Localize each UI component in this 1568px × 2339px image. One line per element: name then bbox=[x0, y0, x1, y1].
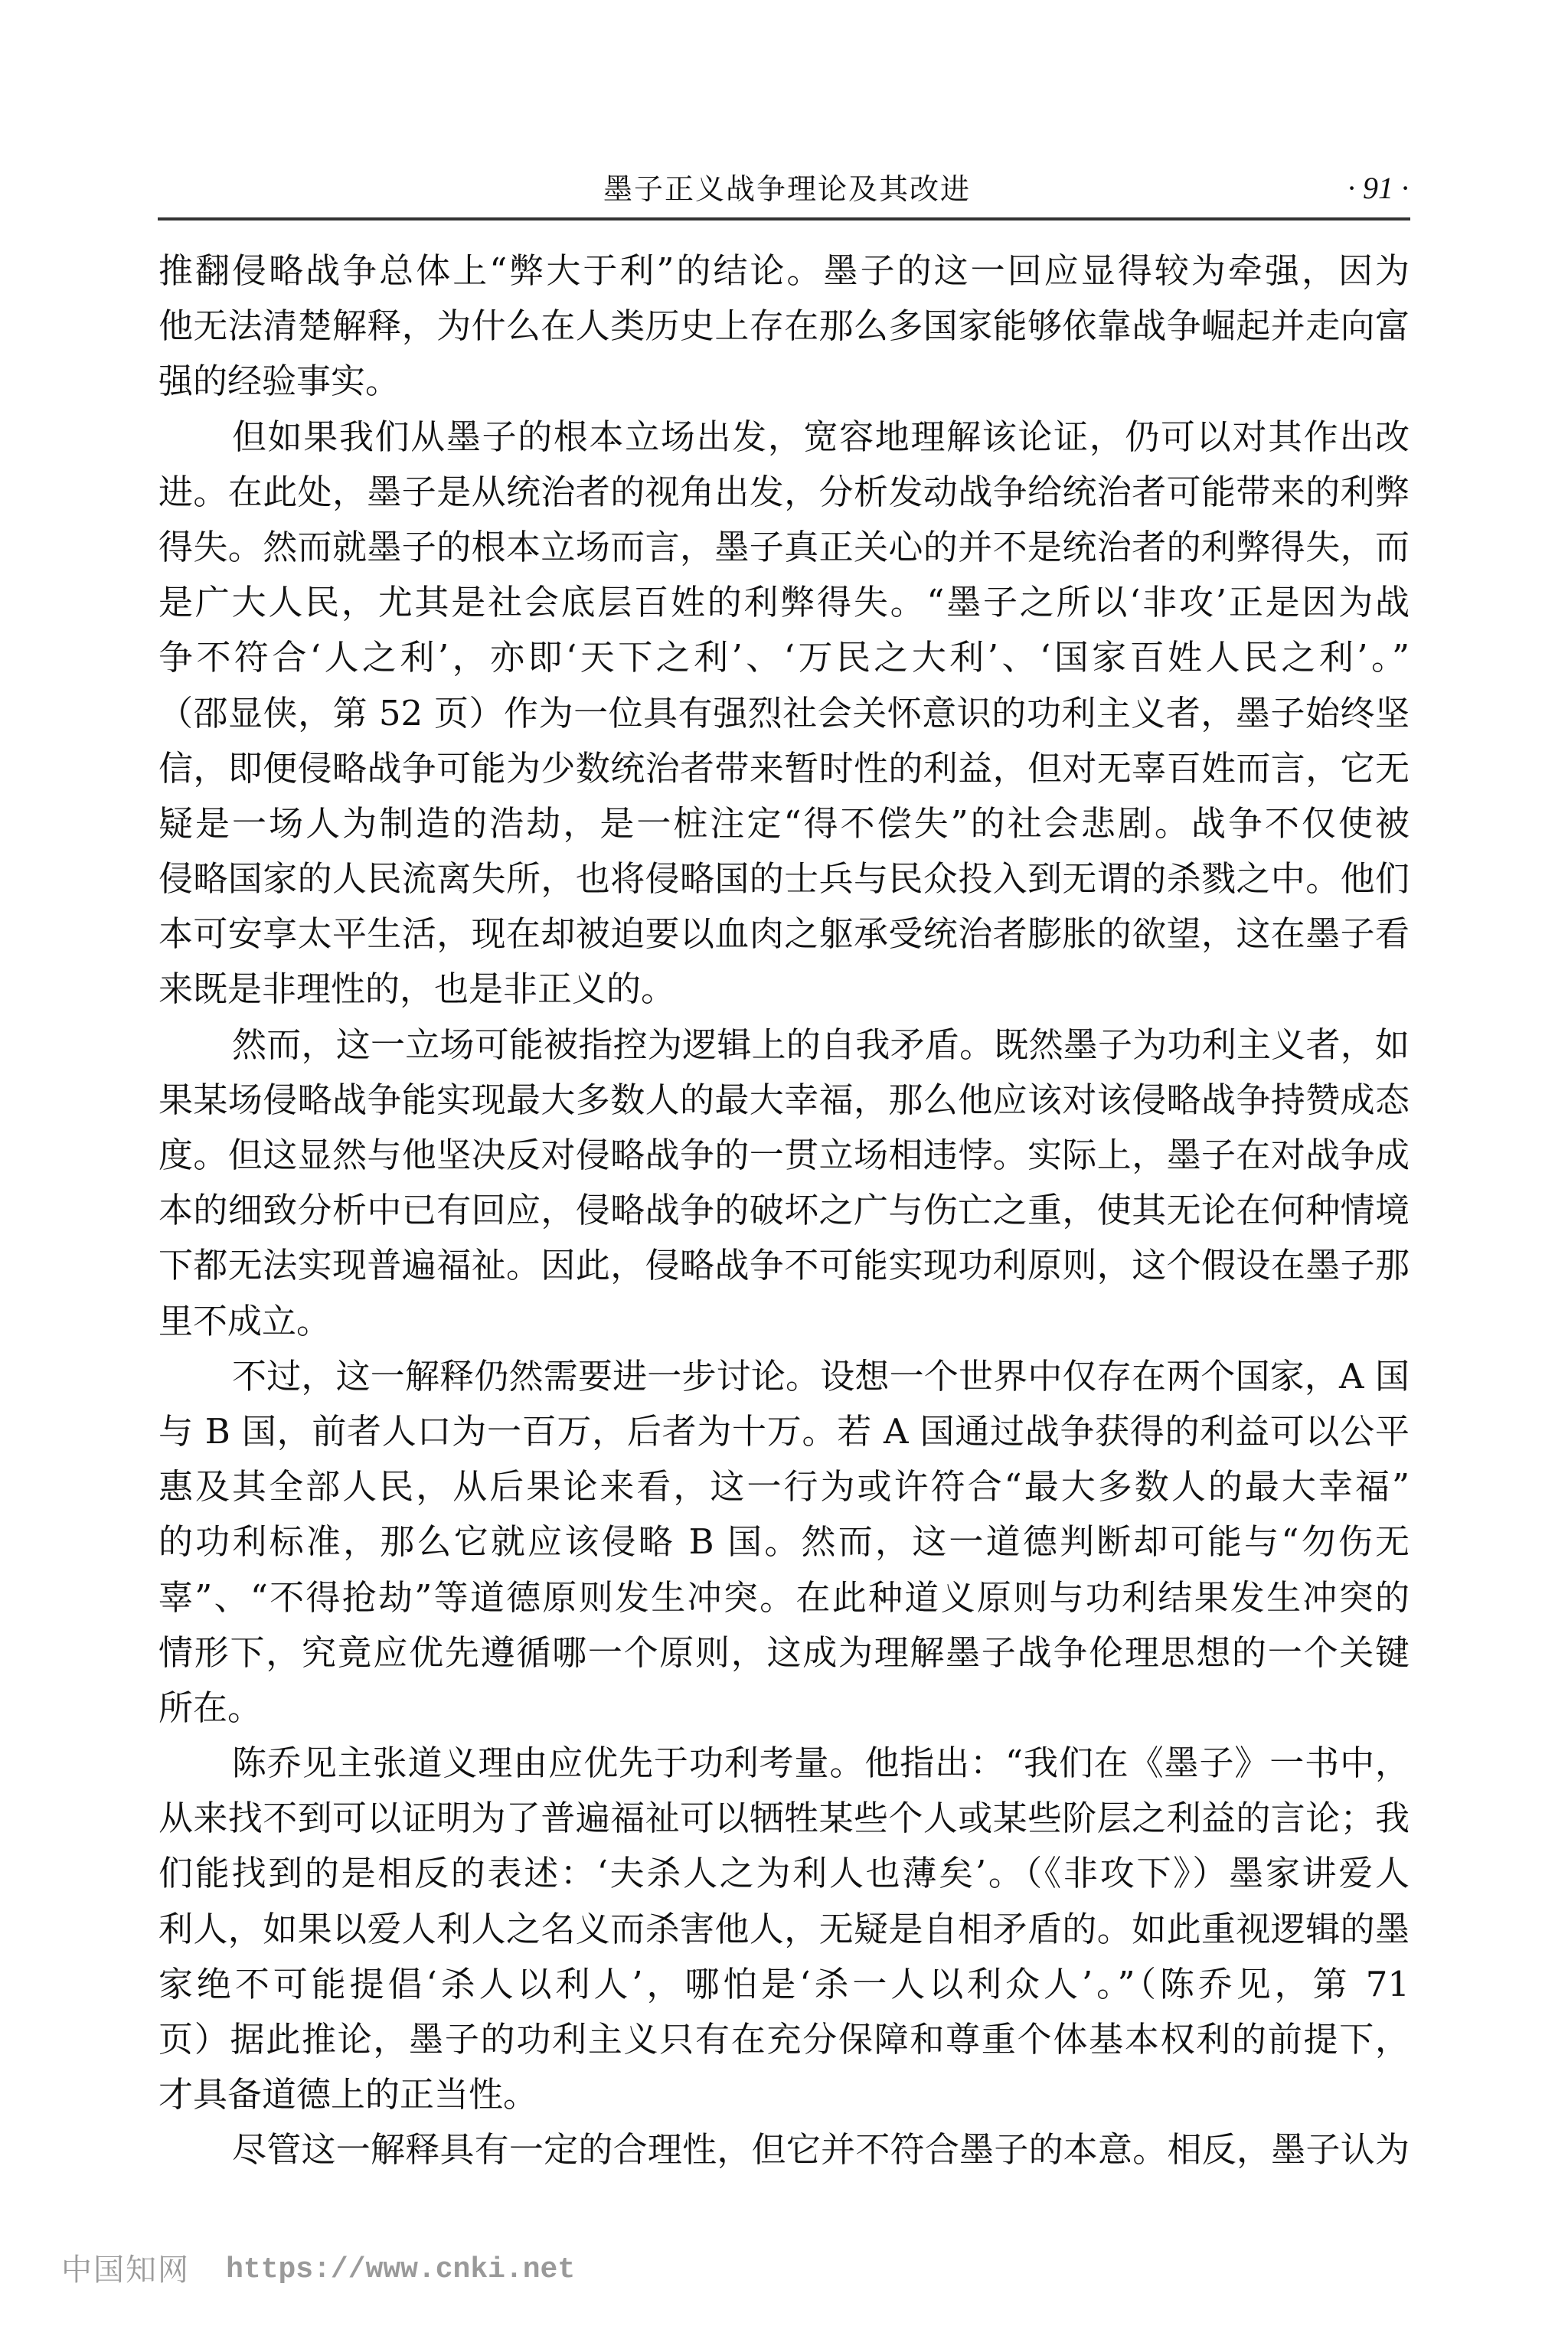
text-line: 信，即便侵略战争可能为少数统治者带来暂时性的利益，但对无辜百姓而言，它无 bbox=[158, 747, 1410, 789]
header-rule bbox=[158, 217, 1410, 221]
text-line: 陈乔见主张道义理由应优先于功利考量。他指出：“我们在《墨子》一书中， bbox=[232, 1743, 1410, 1784]
text-line: 度。但这显然与他坚决反对侵略战争的一贯立场相违悖。实际上，墨子在对战争成 bbox=[158, 1135, 1410, 1175]
text-line: 本可安享太平生活，现在却被迫要以血肉之躯承受统治者膨胀的欲望，这在墨子看 bbox=[158, 913, 1410, 955]
text-line: 尽管这一解释具有一定的合理性，但它并不符合墨子的本意。相反，墨子认为 bbox=[232, 2129, 1410, 2171]
text-line: 疑是一场人为制造的浩劫，是一桩注定“得不偿失”的社会悲剧。战争不仅使被 bbox=[158, 802, 1410, 844]
text-line: 的功利标准，那么它就应该侵略 B 国。然而，这一道德判断却可能与“勿伤无 bbox=[158, 1521, 1410, 1563]
text-line: 不过，这一解释仍然需要进一步讨论。设想一个世界中仅存在两个国家，A 国 bbox=[232, 1355, 1410, 1397]
text-line: 是广大人民，尤其是社会底层百姓的利弊得失。“墨子之所以‘非攻’正是因为战 bbox=[158, 582, 1410, 623]
text-line: 侵略国家的人民流离失所，也将侵略国的士兵与民众投入到无谓的杀戮之中。他们 bbox=[158, 858, 1410, 900]
text-line: 页）据此推论，墨子的功利主义只有在充分保障和尊重个体基本权利的前提下， bbox=[158, 2019, 1410, 2060]
text-line: 得失。然而就墨子的根本立场而言，墨子真正关心的并不是统治者的利弊得失，而 bbox=[158, 526, 1410, 567]
text-line: 但如果我们从墨子的根本立场出发，宽容地理解该论证，仍可以对其作出改 bbox=[232, 416, 1410, 457]
text-line: 本的细致分析中已有回应，侵略战争的破坏之广与伤亡之重，使其无论在何种情境 bbox=[158, 1190, 1410, 1231]
text-line: 里不成立。 bbox=[158, 1300, 332, 1341]
text-line: 们能找到的是相反的表述：‘夫杀人之为利人也薄矣’。（《非攻下》）墨家讲爱人 bbox=[158, 1853, 1410, 1894]
text-line: 争不符合‘人之利’，亦即‘天下之利’、‘万民之大利’、‘国家百姓人民之利’。” bbox=[158, 637, 1410, 678]
text-line: 果某场侵略战争能实现最大多数人的最大幸福，那么他应该对该侵略战争持赞成态 bbox=[158, 1079, 1410, 1120]
text-line: 强的经验事实。 bbox=[158, 361, 400, 402]
text-line: （邵显侠，第 52 页）作为一位具有强烈社会关怀意识的功利主义者，墨子始终坚 bbox=[158, 692, 1410, 733]
text-line: 推翻侵略战争总体上“弊大于利”的结论。墨子的这一回应显得较为牵强，因为 bbox=[158, 250, 1410, 291]
text-line: 与 B 国，前者人口为一百万，后者为十万。若 A 国通过战争获得的利益可以公平 bbox=[158, 1410, 1410, 1452]
text-line: 来既是非理性的，也是非正义的。 bbox=[158, 969, 676, 1010]
watermark-url: https://www.cnki.net bbox=[226, 2253, 576, 2286]
text-line: 情形下，究竟应优先遵循哪一个原则，这成为理解墨子战争伦理思想的一个关键 bbox=[158, 1632, 1410, 1673]
running-title: 墨子正义战争理论及其改进 bbox=[603, 172, 972, 206]
watermark bbox=[61, 2249, 643, 2291]
text-line: 惠及其全部人民，从后果论来看，这一行为或许符合“最大多数人的最大幸福” bbox=[158, 1466, 1410, 1508]
text-line: 从来找不到可以证明为了普遍福祉可以牺牲某些个人或某些阶层之利益的言论；我 bbox=[158, 1798, 1410, 1839]
body-text bbox=[158, 248, 1410, 2183]
text-line: 辜”、“不得抢劫”等道德原则发生冲突。在此种道义原则与功利结果发生冲突的 bbox=[158, 1576, 1410, 1618]
page-number: · 91 · bbox=[1348, 171, 1409, 205]
text-line: 家绝不可能提倡‘杀人以利人’，哪怕是‘杀一人以利众人’。”（陈乔见，第 71 bbox=[158, 1963, 1410, 2004]
text-line: 然而，这一立场可能被指控为逻辑上的自我矛盾。既然墨子为功利主义者，如 bbox=[232, 1024, 1410, 1065]
text-line: 所在。 bbox=[158, 1687, 263, 1728]
text-line: 下都无法实现普遍福祉。因此，侵略战争不可能实现功利原则，这个假设在墨子那 bbox=[158, 1245, 1410, 1286]
text-line: 利人，如果以爱人利人之名义而杀害他人，无疑是自相矛盾的。如此重视逻辑的墨 bbox=[158, 1908, 1410, 1949]
watermark-brand: 中国知网 bbox=[61, 2252, 190, 2288]
text-line: 才具备道德上的正当性。 bbox=[158, 2074, 538, 2115]
text-line: 他无法清楚解释，为什么在人类历史上存在那么多国家能够依靠战争崛起并走向富 bbox=[158, 305, 1410, 347]
text-line: 进。在此处，墨子是从统治者的视角出发，分析发动战争给统治者可能带来的利弊 bbox=[158, 471, 1410, 512]
